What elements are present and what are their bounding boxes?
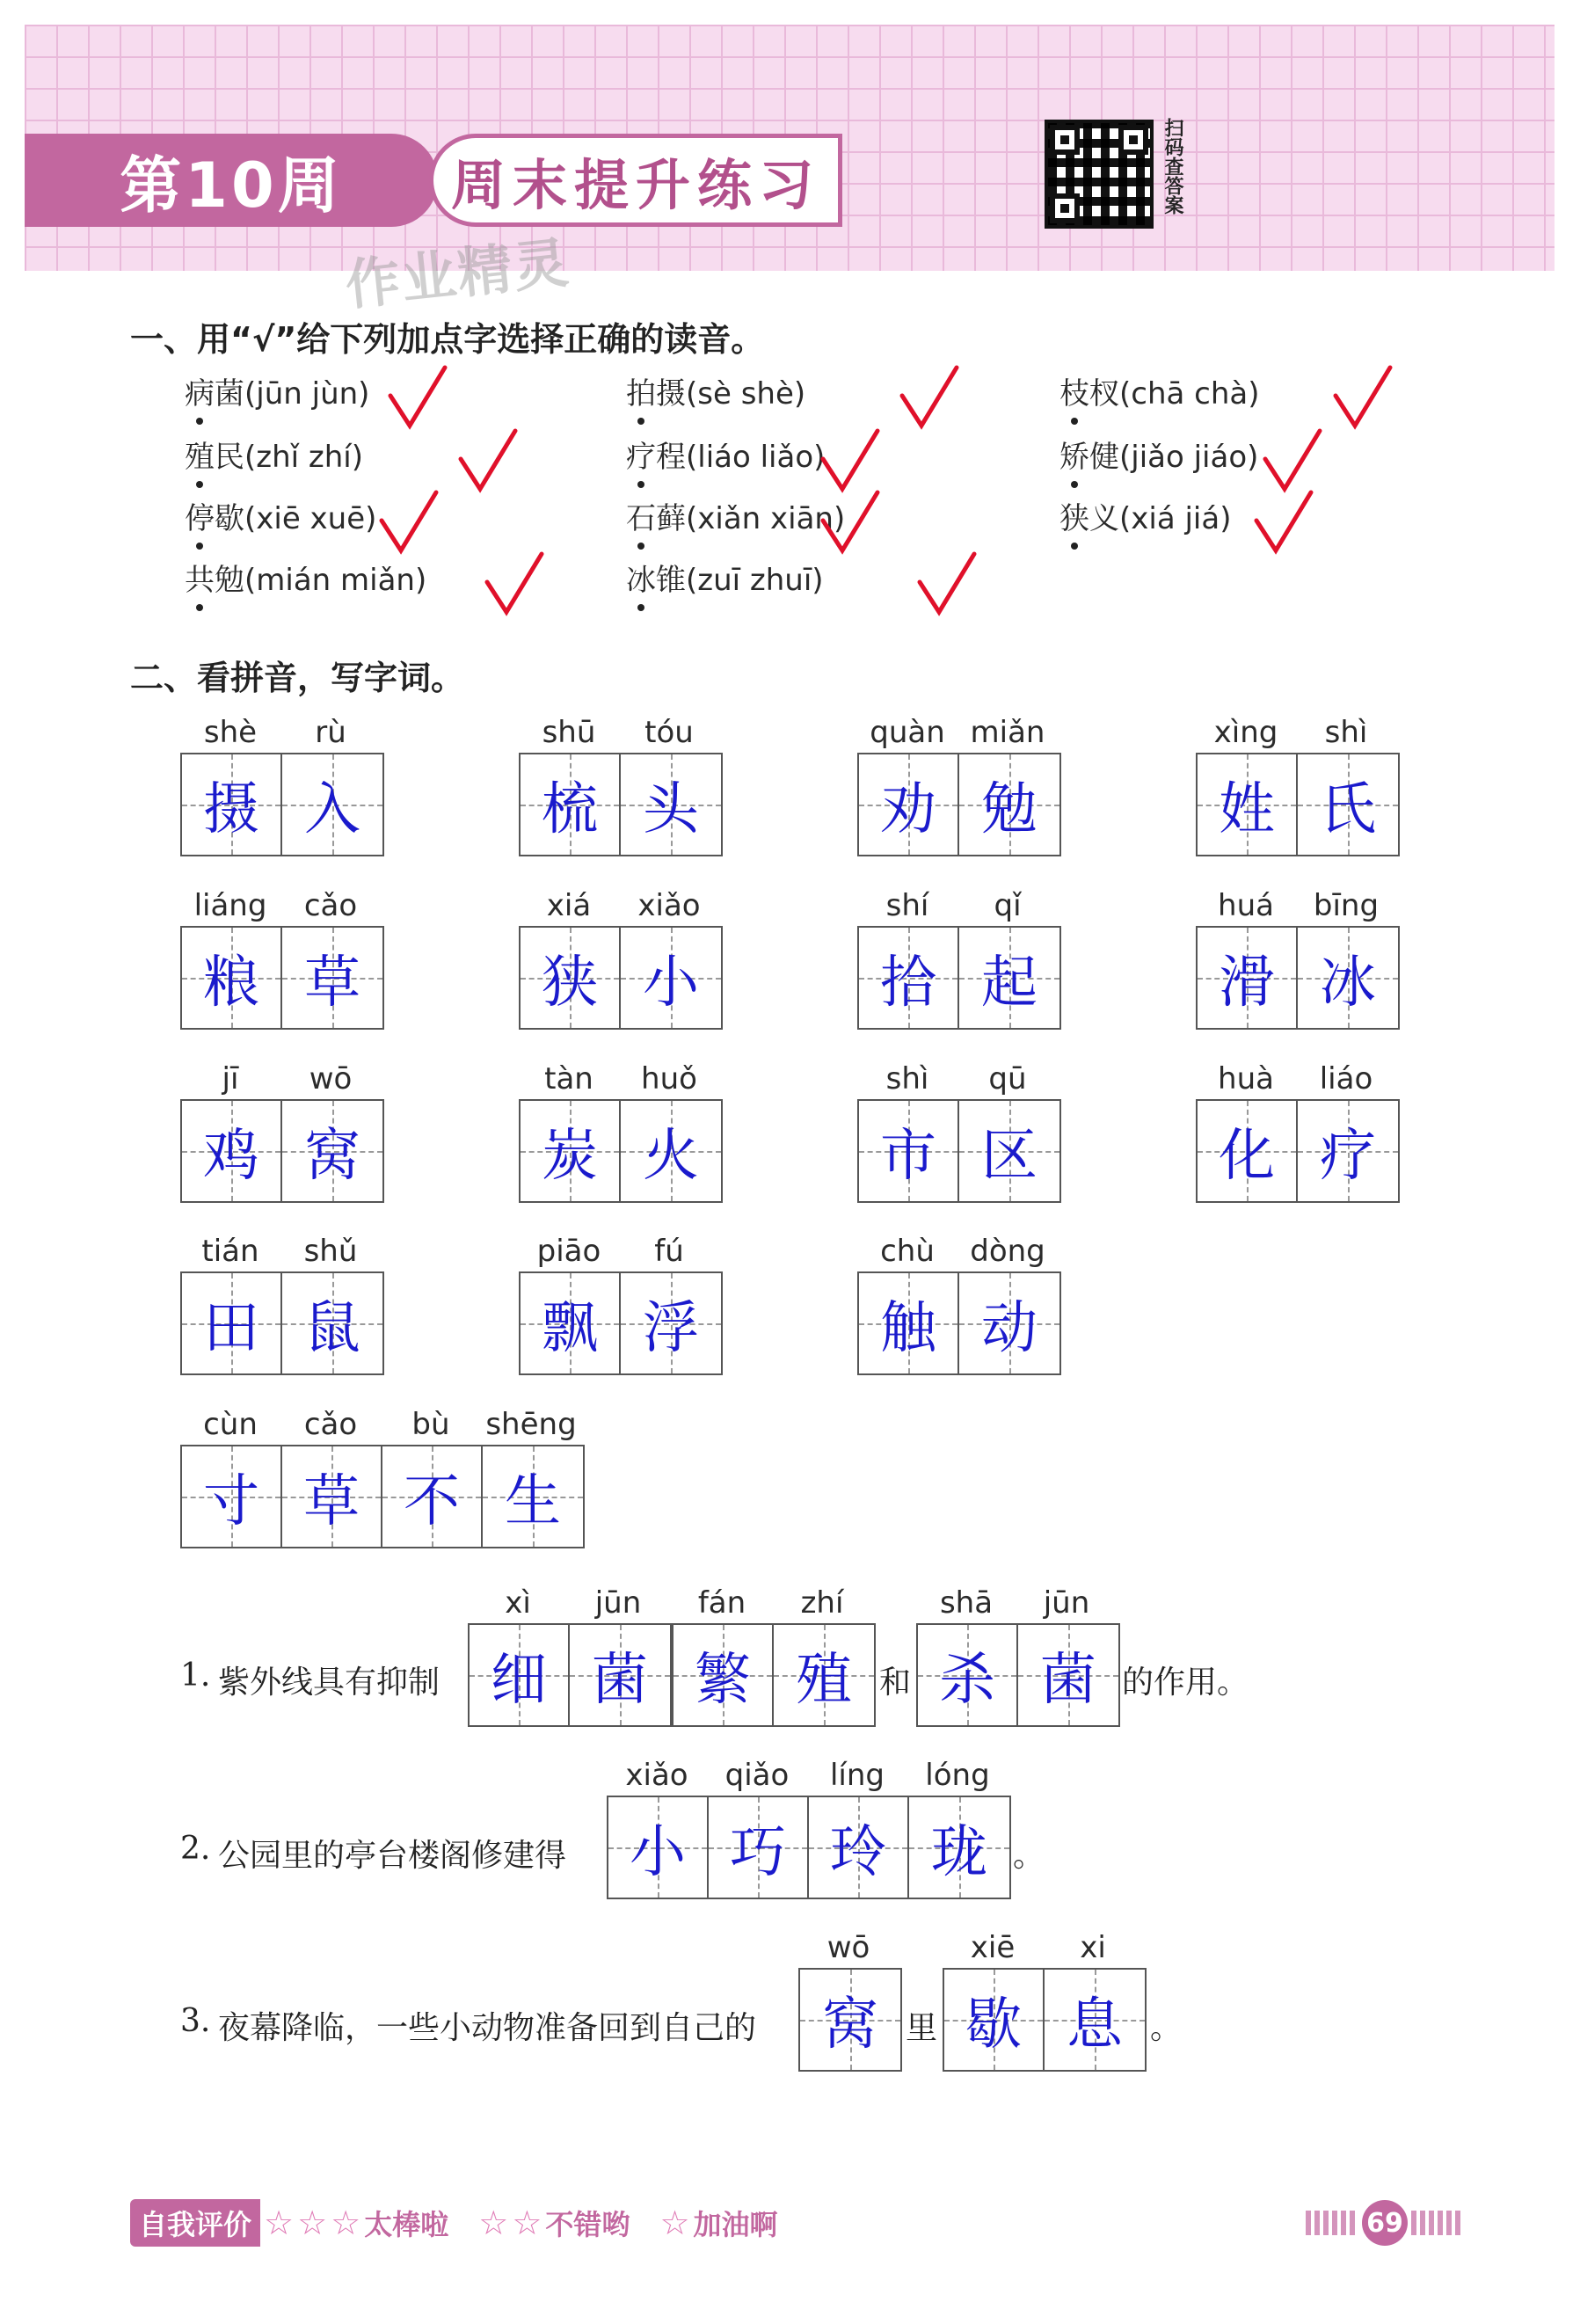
emphasis-dot-icon	[637, 604, 644, 611]
pinyin-options[interactable]: (zhǐ zhí)	[244, 440, 364, 475]
pinyin-label: wō	[826, 1930, 870, 1965]
pinyin-row	[916, 1583, 1120, 1623]
handwritten-char: 火	[643, 1124, 699, 1189]
check-mark-icon	[899, 364, 960, 431]
pinyin-label: shè	[203, 715, 258, 750]
writing-box[interactable]	[382, 1446, 483, 1547]
eval-level1: 太棒啦	[364, 2208, 449, 2241]
char-box-group	[180, 1404, 585, 1548]
pinyin-label: tián	[201, 1234, 259, 1269]
writing-box[interactable]	[1298, 928, 1398, 1028]
pinyin-row	[857, 885, 1061, 926]
target-word: 枝杈	[1059, 369, 1119, 412]
check-mark-icon	[1262, 427, 1323, 494]
writing-box[interactable]	[1198, 928, 1298, 1028]
pinyin-label: bù	[411, 1407, 450, 1442]
pinyin-row	[180, 1059, 384, 1099]
week-label: 第10周	[25, 134, 438, 227]
emphasis-dot-icon	[637, 543, 644, 550]
pinyin-label: xiǎo	[625, 1758, 688, 1793]
char-box-group	[180, 885, 384, 1030]
handwritten-char: 窝	[304, 1124, 360, 1189]
eval-level3: 加油啊	[693, 2208, 778, 2241]
pinyin-row	[180, 1404, 585, 1445]
writing-boxes	[1196, 1099, 1400, 1203]
sentence-number: 3.	[180, 2003, 211, 2039]
emphasis-dot-icon	[1071, 481, 1078, 488]
target-word: 拍摄	[626, 369, 686, 412]
char-box-group	[672, 1583, 876, 1727]
writing-boxes	[180, 1099, 384, 1203]
section2-title: 二、看拼音，写字词。	[130, 659, 465, 697]
writing-box[interactable]	[859, 754, 959, 855]
writing-box[interactable]	[800, 1970, 900, 2070]
sentence-text: 里	[906, 2010, 938, 2046]
writing-boxes	[943, 1968, 1147, 2072]
char-box-group	[519, 1059, 723, 1203]
pinyin-label: fán	[697, 1585, 746, 1621]
writing-box[interactable]	[918, 1625, 1018, 1725]
pinyin-label: qiǎo	[724, 1758, 790, 1793]
sentence-number: 1.	[180, 1657, 211, 1694]
pinyin-label: dòng	[970, 1234, 1045, 1269]
handwritten-char: 歇	[965, 1993, 1022, 2058]
char-box-group	[180, 1059, 384, 1203]
pinyin-options[interactable]: (chā chà)	[1119, 376, 1260, 412]
pronunciation-item	[1059, 494, 1231, 547]
char-box-group	[607, 1755, 1011, 1899]
char-box-group	[1196, 1059, 1400, 1203]
char-box-group	[798, 1927, 902, 2072]
writing-box[interactable]	[182, 1446, 282, 1547]
writing-box[interactable]	[521, 928, 621, 1028]
handwritten-char: 珑	[931, 1820, 987, 1885]
writing-box[interactable]	[859, 1101, 959, 1201]
handwritten-char: 田	[203, 1296, 259, 1361]
pinyin-label: bīng	[1313, 888, 1380, 923]
writing-box[interactable]	[959, 754, 1059, 855]
handwritten-char: 炭	[542, 1124, 598, 1189]
pinyin-label: qū	[988, 1061, 1027, 1096]
writing-box[interactable]	[959, 928, 1059, 1028]
decoration-icon	[1306, 2211, 1358, 2235]
pinyin-options[interactable]: (xiē xuē)	[244, 501, 377, 536]
pinyin-row	[180, 712, 384, 753]
target-word: 狭义	[1059, 494, 1119, 537]
writing-box[interactable]	[959, 1273, 1059, 1373]
sentence-text: 的作用。	[1122, 1665, 1249, 1701]
sentence-text: 紫外线具有抑制	[218, 1665, 441, 1701]
handwritten-char: 勉	[981, 777, 1038, 842]
sentence-text: 公园里的亭台楼阁修建得	[218, 1838, 567, 1874]
pinyin-options[interactable]: (xiǎn xiān)	[686, 501, 846, 536]
pinyin-label: liáo	[1319, 1061, 1373, 1096]
char-box-group	[468, 1583, 672, 1727]
handwritten-char: 草	[304, 951, 360, 1016]
writing-box[interactable]	[674, 1625, 774, 1725]
writing-box[interactable]	[859, 1273, 959, 1373]
handwritten-char: 小	[643, 951, 699, 1016]
qr-code-icon[interactable]	[1045, 120, 1154, 229]
handwritten-char: 摄	[203, 777, 259, 842]
eval-level2: 不错哟	[545, 2208, 630, 2241]
pinyin-row	[607, 1755, 1011, 1796]
writing-boxes	[672, 1623, 876, 1727]
pinyin-label: xiá	[546, 888, 592, 923]
check-mark-icon	[916, 550, 978, 617]
writing-box[interactable]	[182, 754, 282, 855]
sentence-text: 。	[1013, 1838, 1045, 1874]
writing-box[interactable]	[1198, 754, 1298, 855]
pinyin-row	[798, 1927, 902, 1968]
handwritten-char: 菌	[1040, 1648, 1096, 1713]
writing-box[interactable]	[282, 754, 382, 855]
writing-box[interactable]	[1018, 1625, 1118, 1725]
handwritten-char: 姓	[1219, 777, 1275, 842]
pinyin-label: qǐ	[994, 888, 1022, 923]
pinyin-label: líng	[829, 1758, 885, 1793]
writing-box[interactable]	[1198, 1101, 1298, 1201]
pinyin-row	[857, 1059, 1061, 1099]
handwritten-char: 拾	[880, 951, 936, 1016]
decoration-icon	[1411, 2211, 1464, 2235]
writing-boxes	[1196, 753, 1400, 856]
pinyin-options[interactable]: (liáo liǎo)	[686, 440, 826, 475]
writing-box[interactable]	[859, 928, 959, 1028]
char-box-group	[857, 1059, 1061, 1203]
handwritten-char: 浮	[643, 1296, 699, 1361]
writing-box[interactable]	[470, 1625, 570, 1725]
page-number	[1301, 2200, 1468, 2246]
emphasis-dot-icon	[196, 604, 203, 611]
check-mark-icon	[378, 489, 440, 556]
writing-boxes	[468, 1623, 672, 1727]
char-box-group	[180, 1231, 384, 1375]
handwritten-char: 生	[505, 1469, 561, 1534]
writing-boxes	[857, 1271, 1061, 1375]
page-number-value: 69	[1362, 2200, 1408, 2246]
star-icon[interactable]: ☆	[478, 2204, 509, 2242]
check-mark-icon	[819, 427, 881, 494]
writing-box[interactable]	[621, 928, 721, 1028]
pinyin-label: jūn	[1043, 1585, 1090, 1621]
writing-box[interactable]	[483, 1446, 583, 1547]
star-icon[interactable]: ☆	[297, 2204, 328, 2242]
writing-box[interactable]	[282, 1273, 382, 1373]
check-mark-icon	[819, 489, 881, 556]
handwritten-char: 飘	[542, 1296, 598, 1361]
pronunciation-item	[185, 433, 363, 485]
handwritten-char: 疗	[1320, 1124, 1376, 1189]
char-box-group	[1196, 712, 1400, 856]
writing-boxes	[857, 1099, 1061, 1203]
emphasis-dot-icon	[1071, 543, 1078, 550]
writing-boxes	[519, 1099, 723, 1203]
writing-boxes	[180, 753, 384, 856]
handwritten-char: 寸	[203, 1469, 259, 1534]
handwritten-char: 粮	[203, 951, 259, 1016]
emphasis-dot-icon	[196, 418, 203, 425]
pinyin-row	[468, 1583, 672, 1623]
handwritten-char: 狭	[542, 951, 598, 1016]
qr-label: 扫码查答案	[1161, 118, 1183, 215]
pronunciation-item	[626, 494, 845, 547]
pronunciation-item	[626, 369, 805, 422]
writing-boxes	[798, 1968, 902, 2072]
handwritten-char: 草	[303, 1469, 360, 1534]
pinyin-row	[1196, 1059, 1400, 1099]
pinyin-label: tàn	[544, 1061, 593, 1096]
writing-boxes	[180, 1445, 585, 1548]
char-box-group	[943, 1927, 1147, 2072]
handwritten-char: 巧	[730, 1820, 786, 1885]
writing-boxes	[857, 753, 1061, 856]
self-eval-label: 自我评价	[130, 2199, 260, 2247]
self-evaluation-bar	[130, 2198, 805, 2248]
check-mark-icon	[1253, 489, 1314, 556]
emphasis-dot-icon	[196, 481, 203, 488]
pronunciation-item	[185, 369, 369, 422]
char-box-group	[857, 885, 1061, 1030]
pinyin-label: shí	[885, 888, 929, 923]
pinyin-options[interactable]: (jiǎo jiáo)	[1119, 440, 1259, 475]
pinyin-options[interactable]: (zuī zhuī)	[686, 563, 824, 598]
pinyin-row	[943, 1927, 1147, 1968]
emphasis-dot-icon	[637, 418, 644, 425]
handwritten-char: 鸡	[203, 1124, 259, 1189]
char-box-group	[519, 1231, 723, 1375]
writing-box[interactable]	[621, 754, 721, 855]
char-box-group	[1196, 885, 1400, 1030]
handwritten-char: 小	[630, 1820, 686, 1885]
pinyin-label: cǎo	[303, 888, 358, 923]
char-box-group	[916, 1583, 1120, 1727]
char-box-group	[857, 1231, 1061, 1375]
star-icon[interactable]: ☆	[331, 2204, 361, 2242]
target-word: 殖民	[185, 433, 244, 476]
handwritten-char: 冰	[1320, 951, 1376, 1016]
handwritten-char: 繁	[695, 1648, 751, 1713]
pinyin-label: shā	[939, 1585, 994, 1621]
pronunciation-item	[626, 433, 825, 485]
pinyin-label: huà	[1218, 1061, 1274, 1096]
pinyin-label: shì	[885, 1061, 929, 1096]
writing-box[interactable]	[521, 754, 621, 855]
writing-box[interactable]	[182, 1101, 282, 1201]
writing-boxes	[607, 1796, 1011, 1899]
char-box-group	[519, 885, 723, 1030]
target-word: 停歇	[185, 494, 244, 537]
pinyin-label: liáng	[193, 888, 267, 923]
pinyin-row	[180, 1231, 384, 1271]
pinyin-row	[857, 712, 1061, 753]
writing-boxes	[519, 1271, 723, 1375]
star-icon[interactable]: ☆	[659, 2204, 690, 2242]
handwritten-char: 劝	[880, 777, 936, 842]
handwritten-char: 动	[981, 1296, 1038, 1361]
pinyin-label: lóng	[925, 1758, 990, 1793]
handwritten-char: 殖	[796, 1648, 852, 1713]
handwritten-char: 滑	[1219, 951, 1275, 1016]
writing-box[interactable]	[521, 1273, 621, 1373]
pronunciation-item	[1059, 369, 1260, 422]
writing-box[interactable]	[570, 1625, 670, 1725]
check-mark-icon	[1332, 364, 1394, 431]
writing-box[interactable]	[944, 1970, 1045, 2070]
pronunciation-item	[185, 556, 426, 608]
check-mark-icon	[457, 427, 519, 494]
emphasis-dot-icon	[637, 481, 644, 488]
writing-box[interactable]	[774, 1625, 874, 1725]
handwritten-char: 杀	[939, 1648, 995, 1713]
target-word: 疗程	[626, 433, 686, 476]
pinyin-row	[1196, 885, 1400, 926]
writing-box[interactable]	[709, 1797, 809, 1898]
emphasis-dot-icon	[1071, 418, 1078, 425]
pinyin-label: jūn	[594, 1585, 642, 1621]
char-box-group	[519, 712, 723, 856]
handwritten-char: 触	[880, 1296, 936, 1361]
writing-box[interactable]	[1298, 1101, 1398, 1201]
writing-box[interactable]	[959, 1101, 1059, 1201]
writing-box[interactable]	[282, 1446, 382, 1547]
handwritten-char: 市	[880, 1124, 936, 1189]
writing-box[interactable]	[1045, 1970, 1145, 2070]
sentence-number: 2.	[180, 1831, 211, 1867]
pinyin-label: xìng	[1213, 715, 1278, 750]
handwritten-char: 息	[1067, 1993, 1123, 2058]
writing-boxes	[519, 753, 723, 856]
handwritten-char: 玲	[830, 1820, 886, 1885]
handwritten-char: 梳	[542, 777, 598, 842]
pinyin-label: xì	[505, 1585, 531, 1621]
handwritten-char: 鼠	[304, 1296, 360, 1361]
handwritten-char: 氏	[1320, 777, 1376, 842]
writing-box[interactable]	[809, 1797, 909, 1898]
star-icon[interactable]: ☆	[264, 2204, 295, 2242]
pinyin-row	[519, 1059, 723, 1099]
writing-box[interactable]	[282, 1101, 382, 1201]
pinyin-label: jī	[222, 1061, 239, 1096]
pinyin-options[interactable]: (xiá jiá)	[1119, 501, 1232, 536]
pinyin-label: piāo	[536, 1234, 601, 1269]
handwritten-char: 细	[491, 1648, 547, 1713]
pinyin-label: shū	[542, 715, 596, 750]
emphasis-dot-icon	[196, 543, 203, 550]
sentence-text: 。	[1150, 2010, 1183, 2046]
target-word: 共勉	[185, 556, 244, 599]
pinyin-label: xiē	[970, 1930, 1016, 1965]
writing-box[interactable]	[182, 1273, 282, 1373]
pinyin-label: zhí	[800, 1585, 844, 1621]
writing-boxes	[180, 926, 384, 1030]
writing-box[interactable]	[608, 1797, 709, 1898]
watermark: 作业精灵	[342, 229, 573, 318]
handwritten-char: 菌	[592, 1648, 648, 1713]
pinyin-row	[519, 1231, 723, 1271]
pinyin-label: chù	[880, 1234, 935, 1269]
pinyin-label: shēng	[485, 1407, 577, 1442]
pinyin-label: cùn	[203, 1407, 258, 1442]
section1-title: 一、用“√”给下列加点字选择正确的读音。	[130, 320, 765, 359]
char-box-group	[180, 712, 384, 856]
pinyin-label: huá	[1218, 888, 1274, 923]
star-icon[interactable]: ☆	[512, 2204, 542, 2242]
pronunciation-item	[626, 556, 824, 608]
pinyin-label: xiǎo	[637, 888, 701, 923]
target-word: 石藓	[626, 494, 686, 537]
pinyin-label: shì	[1324, 715, 1368, 750]
target-word: 矫健	[1059, 433, 1119, 476]
writing-box[interactable]	[621, 1101, 721, 1201]
pinyin-label: shǔ	[303, 1234, 358, 1269]
pinyin-row	[857, 1231, 1061, 1271]
writing-boxes	[519, 926, 723, 1030]
target-word: 冰锥	[626, 556, 686, 599]
sentence-text: 和	[879, 1665, 912, 1701]
pinyin-label: cǎo	[303, 1407, 358, 1442]
writing-boxes	[857, 926, 1061, 1030]
handwritten-char: 区	[981, 1124, 1038, 1189]
target-word: 病菌	[185, 369, 244, 412]
pinyin-options[interactable]: (sè shè)	[686, 376, 806, 412]
handwritten-char: 起	[981, 951, 1038, 1016]
writing-boxes	[1196, 926, 1400, 1030]
writing-boxes	[180, 1271, 384, 1375]
pinyin-row	[519, 712, 723, 753]
handwritten-char: 化	[1219, 1124, 1275, 1189]
pinyin-label: wō	[309, 1061, 353, 1096]
pinyin-label: fú	[654, 1234, 684, 1269]
pinyin-label: quàn	[870, 715, 945, 750]
pinyin-options[interactable]: (mián miǎn)	[244, 563, 427, 598]
check-mark-icon	[387, 364, 448, 431]
writing-box[interactable]	[182, 928, 282, 1028]
page-title: 周末提升练习	[429, 134, 842, 227]
pinyin-label: tóu	[644, 715, 694, 750]
writing-box[interactable]	[909, 1797, 1009, 1898]
pinyin-label: miǎn	[970, 715, 1045, 750]
char-box-group	[857, 712, 1061, 856]
handwritten-char: 入	[304, 777, 360, 842]
handwritten-char: 窝	[822, 1993, 878, 2058]
writing-boxes	[916, 1623, 1120, 1727]
sentence-text: 夜幕降临，一些小动物准备回到自己的	[218, 2010, 757, 2046]
writing-box[interactable]	[1298, 754, 1398, 855]
handwritten-char: 头	[643, 777, 699, 842]
pinyin-label: rù	[315, 715, 346, 750]
writing-box[interactable]	[521, 1101, 621, 1201]
handwritten-char: 不	[404, 1469, 460, 1534]
pinyin-row	[180, 885, 384, 926]
writing-box[interactable]	[282, 928, 382, 1028]
pinyin-label: huǒ	[641, 1061, 697, 1096]
writing-box[interactable]	[621, 1273, 721, 1373]
pinyin-row	[1196, 712, 1400, 753]
check-mark-icon	[484, 550, 545, 617]
pronunciation-item	[1059, 433, 1258, 485]
pinyin-row	[519, 885, 723, 926]
pinyin-row	[672, 1583, 876, 1623]
pinyin-options[interactable]: (jūn jùn)	[244, 376, 370, 412]
pronunciation-item	[185, 494, 376, 547]
pinyin-label: xi	[1080, 1930, 1106, 1965]
